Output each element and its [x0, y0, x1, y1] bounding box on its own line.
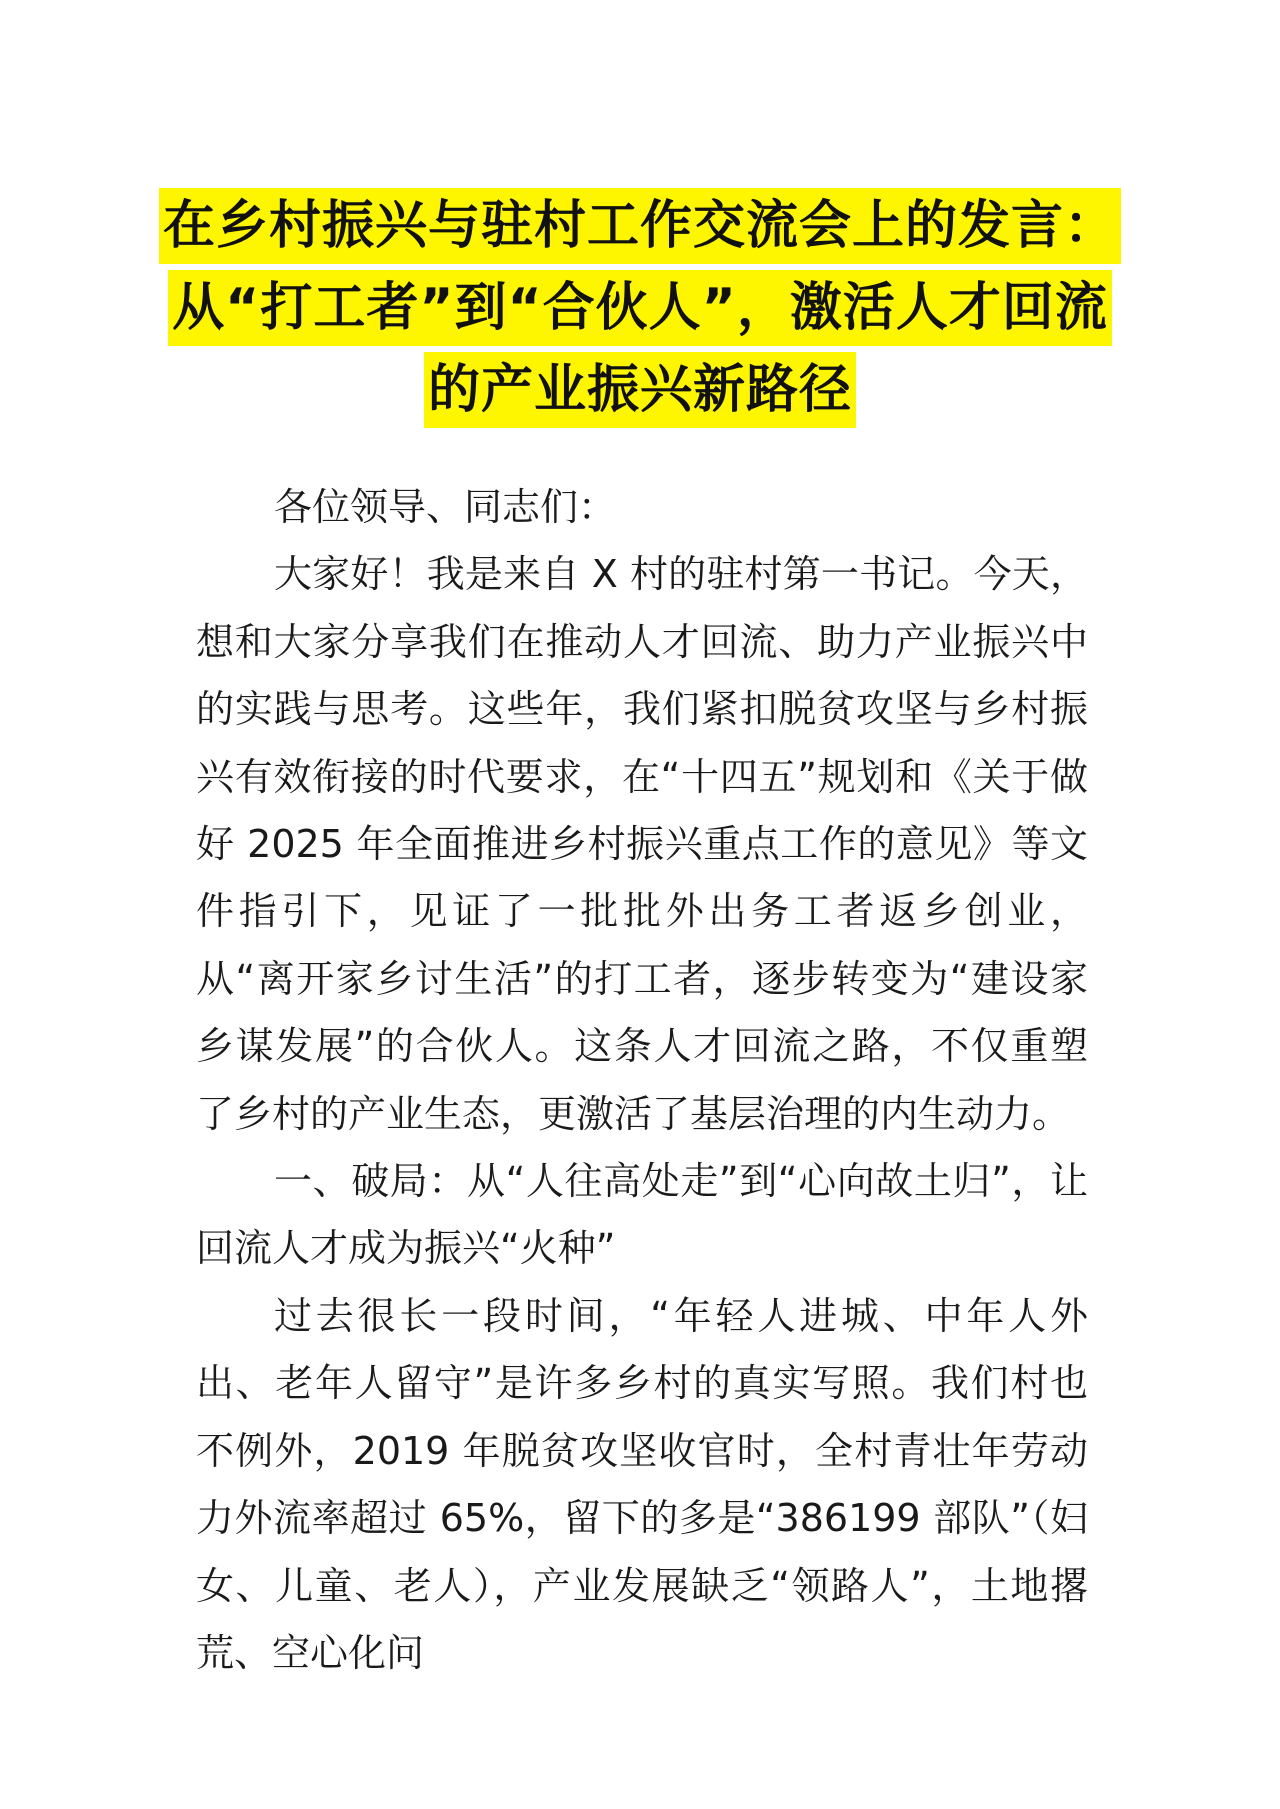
- intro-paragraph: 大家好！我是来自 X 村的驻村第一书记。今天，想和大家分享我们在推动人才回流、助力产业振兴中的实践与思考。这些年，我们紧扣脱贫攻坚与乡村振兴有效衔接的时代要求，在“十四五”规划和《关于做好 2025 年全面推进乡村振兴重点工作的意见》等文件指引下，见证了一批批外出务工者返乡创业，从“离开家乡讨生活”的打工者，逐步转变为“建设家乡谋发展”的合伙人。这条人才回流之路，不仅重塑了乡村的产业生态，更激活了基层治理的内生动力。: [196, 552, 1088, 1136]
- section-1-paragraph: 过去很长一段时间，“年轻人进城、中年人外出、老年人留守”是许多乡村的真实写照。我们村也不例外，2019 年脱贫攻坚收官时，全村青壮年劳动力外流率超过 65%，留下的多是“386199 部队”（妇女、儿童、老人），产业发展缺乏“领路人”，土地撂荒、空心化问: [196, 1293, 1088, 1675]
- title-text-1: 在乡村振兴与驻村工作交流会上的发言：: [159, 188, 1121, 264]
- title-text-3: 的产业振兴新路径: [424, 352, 856, 428]
- title-line-1: [0, 188, 1280, 270]
- document-body: [196, 474, 1088, 1687]
- salutation-paragraph: 各位领导、同志们：: [274, 485, 617, 529]
- title-line-3: [0, 352, 1280, 434]
- title-text-2: 从“打工者”到“合伙人”，激活人才回流: [168, 270, 1112, 346]
- document-title: [0, 188, 1280, 434]
- section-heading-1: 一、破局：从“人往高处走”到“心向故土归”，让回流人才成为振兴“火种”: [196, 1159, 1088, 1271]
- title-line-2: [0, 270, 1280, 352]
